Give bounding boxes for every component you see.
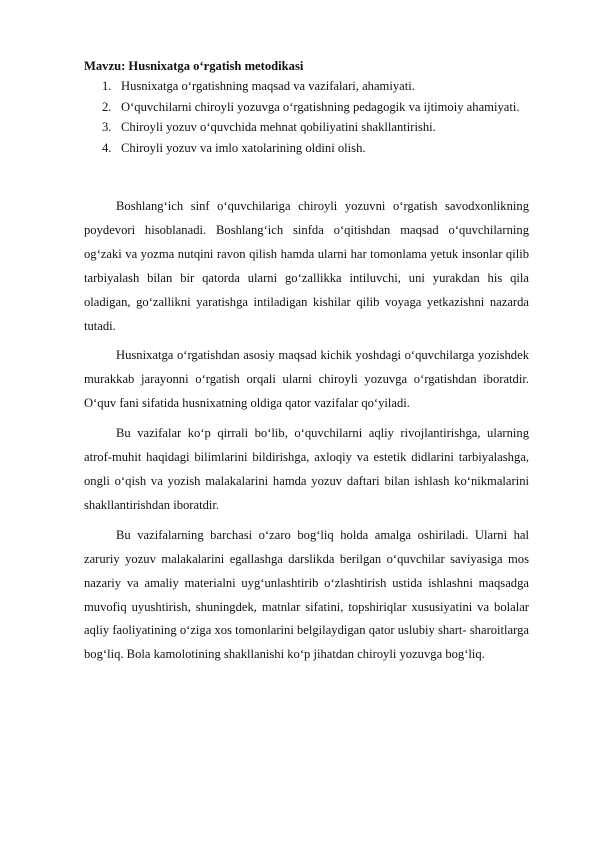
body-paragraph: Boshlang‘ich sinf o‘quvchilariga chiroyli yozuvni o‘rgatish savodxonlikning poydevori hisoblanadi. Boshlang‘ich sinfda o‘qitishdan maqsad o‘quvchilarning og‘zaki va yozma nutqini ravon qilish hamda ularni har tomonlama yetuk insonlar qilib tarbiyalash bilan bir qatorda ularni go‘zallikka intiluvchi, uni yurakdan his qila oladigan, go‘zallikni yaratishga intiladigan kishilar qilib voyaga yetkazishni nazarda tutadi. — [84, 199, 529, 333]
document-page — [84, 56, 529, 673]
section-spacer — [84, 158, 529, 195]
outline-item-number: 1. — [102, 79, 112, 93]
outline-item — [84, 97, 529, 118]
outline-item-text: Chiroyli yozuv o‘quvchida mehnat qobiliyatini shakllantirishi. — [121, 120, 436, 134]
outline-item — [84, 138, 529, 159]
outline-item-number: 4. — [102, 140, 112, 155]
outline-item-number: 2. — [102, 99, 112, 114]
outline-item-text: O‘quvchilarni chiroyli yozuvga o‘rgatishning pedagogik va ijtimoiy ahamiyati. — [121, 99, 520, 114]
outline-item — [84, 76, 529, 97]
body-paragraph: Bu vazifalarning barchasi o‘zaro bog‘liq holda amalga oshiriladi. Ularni hal zaruriy yozuv malakalarini egallashga darslikda berilgan o‘quvchilar saviyasiga mos nazariy va amaliy materialni uyg‘unlashtirib o‘zlashtirish ustida ishlashni maqsadga muvofiq uyushtirish, shuningdek, matnlar sifatini, topshiriqlar xususiyatini va bolalar aqliy faoliyatining o‘ziga xos tomonlarini belgilaydigan qator uslubiy shart- sharoitlarga bog‘liq. Bola kamolotining shakllanishi ko‘p jihatdan chiroyli yozuvga bog‘liq. — [84, 527, 529, 662]
outline-item-number: 3. — [102, 120, 112, 134]
topic-title: Mavzu: Husnixatga o‘rgatish metodikasi — [84, 59, 304, 73]
outline-item-text: Chiroyli yozuv va imlo xatolarining oldini olish. — [121, 140, 366, 155]
outline-item — [84, 117, 529, 138]
outline-item-text: Husnixatga o‘rgatishning maqsad va vazifalari, ahamiyati. — [121, 79, 415, 93]
body-paragraph: Bu vazifalar ko‘p qirrali bo‘lib, o‘quvchilarni aqliy rivojlantirishga, ularning atrof-muhit haqidagi bilimlarini bildirishga, axloqiy va estetik didlarini tarbiyalashga, ongli o‘qish va yozish malakalarini hamda yozuv daftari bilan ishlash ko‘nikmalarini shakllantirishdan iboratdir. — [84, 426, 529, 512]
body-paragraph: Husnixatga o‘rgatishdan asosiy maqsad kichik yoshdagi o‘quvchilarga yozishdek murakkab jarayonni o‘rgatish orqali ularni chiroyli yozuvga o‘rgatishdan iboratdir. O‘quv fani sifatida husnixatning oldiga qator vazifalar qo‘yiladi. — [84, 348, 529, 411]
topic-outline — [84, 76, 529, 158]
